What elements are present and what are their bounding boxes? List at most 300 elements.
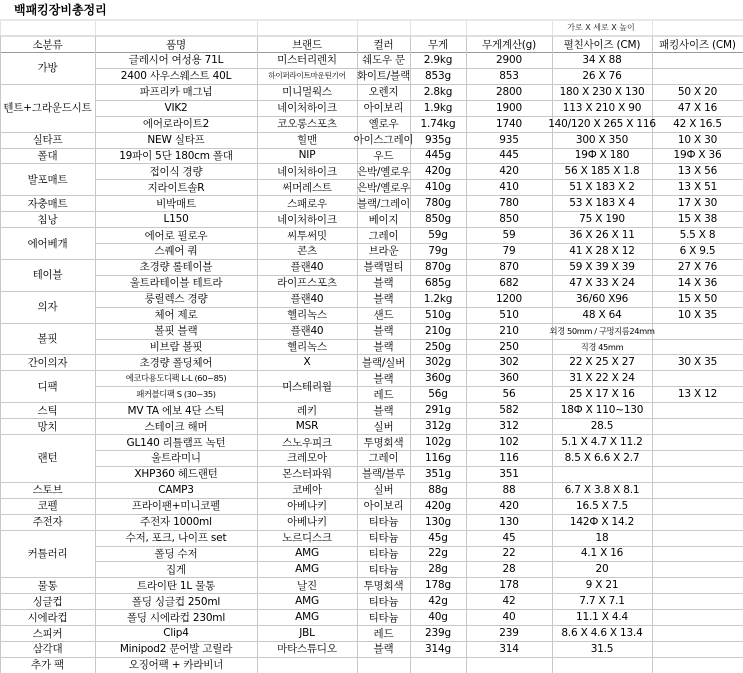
category-cell: 침낭 <box>37 213 58 226</box>
open-cell: 142Ф X 14.2 <box>569 515 635 528</box>
open-cell: 9 X 21 <box>585 579 619 592</box>
item-cell: 에어로라이트2 <box>142 118 210 131</box>
brand-cell: 레키 <box>297 404 317 417</box>
color-cell: 블랙 <box>373 325 394 338</box>
weight-cell: 420g <box>425 499 451 512</box>
calc-cell: 870 <box>499 260 519 273</box>
pack-cell <box>652 593 743 609</box>
brand-cell: 미니멀웍스 <box>282 86 332 99</box>
item-cell: Clip4 <box>163 627 189 640</box>
calc-cell: 2800 <box>496 85 522 98</box>
item-cell: 울트라미니 <box>151 452 201 465</box>
category-cell: 실타프 <box>32 134 63 147</box>
category-cell: 의자 <box>37 301 58 314</box>
weight-cell: 42g <box>428 595 448 608</box>
brand-cell: AMG <box>295 547 319 560</box>
brand-cell: X <box>303 356 311 369</box>
open-cell: 47 X 33 X 24 <box>569 276 635 289</box>
calc-cell: 130 <box>499 515 519 528</box>
color-cell: 블랙/그레이 <box>356 197 411 210</box>
item-cell: 폴딩 수저 <box>154 547 198 560</box>
weight-cell: 45g <box>428 531 448 544</box>
pack-cell: 19Ф X 36 <box>673 149 722 162</box>
color-cell: 투명회색 <box>363 436 404 449</box>
open-cell: 11.1 X 4.4 <box>576 611 628 624</box>
weight-cell: 510g <box>425 308 451 321</box>
brand-cell: 노르디스크 <box>282 532 332 545</box>
color-cell: 화이트/블랙 <box>356 70 411 83</box>
column-header: 무게계산(g) <box>481 38 537 51</box>
item-cell: XHP360 헤드랜턴 <box>134 468 218 481</box>
calc-cell: 853 <box>499 69 519 82</box>
open-cell: 19Ф X 180 <box>574 149 630 162</box>
brand-cell: 헬리녹스 <box>287 309 327 322</box>
weight-cell: 210g <box>425 324 451 337</box>
calc-cell: 102 <box>499 436 519 449</box>
brand-cell: 미스테리월 <box>282 380 332 393</box>
brand-cell: 마타스튜디오 <box>277 643 337 656</box>
pack-cell <box>652 657 743 673</box>
category-cell: 코펠 <box>37 500 58 513</box>
calc-cell: 935 <box>499 133 519 146</box>
pack-cell <box>652 402 743 418</box>
pack-cell <box>652 450 743 466</box>
category-cell: 텐트+그라운드시트 <box>3 102 92 115</box>
color-cell: 샌드 <box>373 309 394 322</box>
calc-cell: 410 <box>499 181 519 194</box>
brand-cell: 네이처하이크 <box>277 102 337 115</box>
brand-cell: 하이퍼라이트마운틴기어 <box>268 71 346 81</box>
weight-cell <box>410 657 466 673</box>
item-cell: 수저, 포크, 나이프 set <box>125 532 227 545</box>
color-cell: 티타늄 <box>368 532 399 545</box>
column-header: 브랜드 <box>292 38 322 51</box>
pack-cell <box>652 625 743 641</box>
calc-cell: 210 <box>499 324 519 337</box>
color-cell: 실버 <box>373 420 394 433</box>
pack-cell: 15 X 38 <box>677 213 718 226</box>
brand-cell: 스패로우 <box>287 197 327 210</box>
category-cell: 스토브 <box>32 484 63 497</box>
calc-cell: 420 <box>499 165 519 178</box>
item-cell: 집게 <box>166 563 186 576</box>
calc-cell: 582 <box>499 404 519 417</box>
category-cell: 물통 <box>37 579 58 592</box>
open-cell: 4.1 X 16 <box>580 547 624 560</box>
weight-cell: 116g <box>425 451 451 464</box>
pack-cell <box>652 498 743 514</box>
weight-cell: 360g <box>425 372 451 385</box>
weight-cell: 102g <box>425 436 451 449</box>
color-cell: 아이보리 <box>363 102 404 115</box>
color-cell: 브라운 <box>368 245 399 258</box>
color-cell: 오렌지 <box>368 86 399 99</box>
open-cell: 6.7 X 3.8 X 8.1 <box>564 483 640 496</box>
brand-cell: 코오롱스포츠 <box>277 118 337 131</box>
pack-cell: 13 X 12 <box>677 388 718 401</box>
open-cell: 26 X 76 <box>582 69 622 82</box>
brand-cell: 크레모아 <box>287 452 327 465</box>
open-cell: 25 X 17 X 16 <box>569 388 635 401</box>
brand-cell: 콘츠 <box>297 245 317 258</box>
category-cell: 에어베개 <box>27 237 68 250</box>
item-cell: 트라이탄 1L 물통 <box>136 579 216 592</box>
weight-cell: 870g <box>425 260 451 273</box>
open-cell: 36 X 26 X 11 <box>569 229 635 242</box>
category-cell: 삼각대 <box>32 643 63 656</box>
category-cell: 간이의자 <box>27 356 68 369</box>
brand-cell: 씨투써밋 <box>287 229 327 242</box>
color-cell: 블랙 <box>373 277 394 290</box>
calc-cell: 2900 <box>496 53 522 66</box>
color-cell: 티타늄 <box>368 563 399 576</box>
open-cell: 59 X 39 X 39 <box>569 260 635 273</box>
brand-cell: 네이처하이크 <box>277 165 337 178</box>
color-cell: 실버 <box>373 484 394 497</box>
brand-cell: 헬리녹스 <box>287 341 327 353</box>
open-cell: 18 <box>595 531 609 544</box>
item-cell: 울트라테이블 테트라 <box>129 277 223 290</box>
item-cell: L150 <box>163 213 189 226</box>
pack-cell: 50 X 20 <box>677 85 718 98</box>
brand-cell: 스노우피크 <box>282 436 332 449</box>
open-cell: 직경 45mm <box>580 341 624 352</box>
calc-cell: 79 <box>502 244 516 257</box>
item-cell: 볼핏 블랙 <box>154 325 198 338</box>
weight-cell: 291g <box>425 404 451 417</box>
pack-cell: 30 X 35 <box>677 356 718 369</box>
color-cell: 티타늄 <box>368 595 399 608</box>
item-cell: 폴딩 시에라컵 230ml <box>126 611 226 624</box>
category-cell: 주전자 <box>32 516 63 529</box>
calc-cell: 22 <box>502 547 516 560</box>
pack-cell <box>652 641 743 657</box>
item-cell: 19파이 5단 180cm 폴대 <box>119 149 233 162</box>
brand-cell: 플랜40 <box>290 261 324 274</box>
pack-cell <box>652 482 743 498</box>
weight-cell: 850g <box>425 213 451 226</box>
open-cell: 8.5 X 6.6 X 2.7 <box>564 451 640 464</box>
column-header: 품명 <box>166 38 186 51</box>
brand-cell: MSR <box>295 420 319 433</box>
brand-cell: 미스터리렌치 <box>277 54 337 67</box>
brand-cell: 아베나키 <box>287 516 327 529</box>
color-cell: 블랙/실버 <box>361 356 406 369</box>
open-cell: 외경 50mm / 구멍지름24mm <box>549 325 655 336</box>
calc-cell: 312 <box>499 420 519 433</box>
item-cell: 에코다용도디팩 L-L (60~85) <box>125 373 227 384</box>
item-cell: 에어로 필로우 <box>144 229 208 242</box>
brand-cell: 아베나키 <box>287 500 327 513</box>
category-cell: 볼핏 <box>37 333 58 346</box>
calc-cell: 351 <box>499 467 519 480</box>
color-cell: 아이스그레이 <box>353 134 414 147</box>
item-cell: 초경량 폴딩체어 <box>139 356 213 369</box>
color-cell: 은박/옐로우 <box>356 165 411 178</box>
brand-cell: 라이프스포츠 <box>277 277 337 290</box>
pack-cell <box>652 546 743 562</box>
calc-cell: 682 <box>499 276 519 289</box>
color-cell: 블랙 <box>373 404 394 417</box>
sheet-title: 백패킹장비총정리 <box>14 3 107 17</box>
open-cell: 31.5 <box>590 642 614 655</box>
weight-cell: 1.2kg <box>423 292 453 305</box>
brand-cell: 코베아 <box>292 484 322 497</box>
category-cell: 폴대 <box>37 149 58 162</box>
calc-cell: 116 <box>499 451 519 464</box>
pack-cell: 17 X 30 <box>677 197 718 210</box>
pack-cell <box>652 530 743 546</box>
weight-cell: 445g <box>425 149 451 162</box>
pack-cell <box>652 418 743 434</box>
weight-cell: 935g <box>425 133 451 146</box>
column-header: 패킹사이즈 (CM) <box>659 38 736 51</box>
pack-cell <box>652 434 743 450</box>
brand-cell: 날진 <box>297 579 317 592</box>
weight-cell: 410g <box>425 181 451 194</box>
color-cell: 우드 <box>373 149 394 162</box>
item-cell: 스테이크 해머 <box>144 420 208 433</box>
item-cell: NEW 실타프 <box>147 134 205 147</box>
open-cell: 20 <box>595 563 609 576</box>
category-cell: 자충매트 <box>27 197 68 210</box>
brand-cell: JBL <box>299 627 315 640</box>
item-cell: 2400 사우스웨스트 40L <box>120 70 232 83</box>
weight-cell: 88g <box>428 483 448 496</box>
open-cell: 16.5 X 7.5 <box>576 499 628 512</box>
brand-cell: 힐맨 <box>297 134 317 147</box>
category-cell: 테이블 <box>32 269 63 282</box>
pack-cell: 14 X 36 <box>677 276 718 289</box>
category-cell: 가방 <box>37 62 58 75</box>
item-cell: 파프리카 매그넘 <box>139 86 213 99</box>
weight-cell: 22g <box>428 547 448 560</box>
item-cell: 접이식 경량 <box>149 165 203 178</box>
calc-cell: 40 <box>502 611 516 624</box>
open-cell: 41 X 28 X 12 <box>569 244 635 257</box>
item-cell: 글레시어 여성용 71L <box>128 54 224 67</box>
item-cell: MV TA 에보 4단 스틱 <box>127 404 225 417</box>
pack-cell: 27 X 76 <box>677 260 718 273</box>
weight-cell: 420g <box>425 165 451 178</box>
calc-cell: 59 <box>502 229 516 242</box>
pack-cell <box>652 514 743 530</box>
pack-cell: 15 X 50 <box>677 292 718 305</box>
brand-cell: 몬스터파워 <box>282 468 332 481</box>
color-cell: 아이보리 <box>363 500 404 513</box>
weight-cell: 302g <box>425 356 451 369</box>
pack-cell <box>652 339 743 355</box>
calc-cell: 780 <box>499 197 519 210</box>
item-cell: 지라이트솔R <box>147 181 205 194</box>
item-cell: CAMP3 <box>158 483 194 496</box>
pack-cell <box>652 577 743 593</box>
color-cell: 베이지 <box>368 213 399 226</box>
open-cell: 75 X 190 <box>579 213 625 226</box>
category-cell: 망치 <box>37 420 58 433</box>
open-cell: 56 X 185 X 1.8 <box>564 165 640 178</box>
item-cell: 폴딩 싱글컵 250ml <box>131 595 221 608</box>
pack-cell <box>652 609 743 625</box>
pack-cell: 6 X 9.5 <box>679 244 716 257</box>
calc-cell: 1200 <box>496 292 522 305</box>
open-cell: 36/60 X96 <box>575 292 629 305</box>
brand-cell: AMG <box>295 563 319 576</box>
column-header: 펼친사이즈 (CM) <box>563 38 641 51</box>
open-cell: 53 X 183 X 4 <box>569 197 635 210</box>
pack-cell: 10 X 30 <box>677 133 718 146</box>
open-cell: 51 X 183 X 2 <box>569 181 635 194</box>
pack-cell <box>652 370 743 386</box>
color-cell: 레드 <box>373 388 394 401</box>
brand-cell <box>257 657 357 673</box>
category-cell: 랜턴 <box>37 452 58 465</box>
item-cell: 룽릴렉스 경량 <box>144 293 208 306</box>
item-cell: Minipod2 문어발 고릴라 <box>119 643 233 656</box>
calc-cell: 445 <box>499 149 519 162</box>
pack-cell <box>652 323 743 339</box>
open-cell: 113 X 210 X 90 <box>562 101 642 114</box>
calc-cell: 239 <box>499 627 519 640</box>
calc-cell: 1740 <box>496 117 522 130</box>
color-cell: 그레이 <box>368 229 399 242</box>
item-cell: 초경량 롤테이블 <box>139 261 213 274</box>
item-cell: 프라이팬+미니코펠 <box>131 500 221 513</box>
weight-cell: 1.74kg <box>420 117 456 130</box>
open-cell: 18Ф X 110~130 <box>560 404 644 417</box>
open-cell: 48 X 64 <box>582 308 622 321</box>
brand-cell: NIP <box>298 149 316 162</box>
item-cell: 비박매트 <box>156 197 196 210</box>
color-cell: 옐로우 <box>368 118 399 131</box>
weight-cell: 40g <box>428 611 448 624</box>
open-cell: 180 X 230 X 130 <box>559 85 645 98</box>
pack-cell: 5.5 X 8 <box>679 229 716 242</box>
item-cell: 체어 제로 <box>154 309 198 322</box>
brand-cell: 써머레스트 <box>282 181 332 194</box>
color-cell: 티타늄 <box>368 611 399 624</box>
weight-cell: 2.9kg <box>423 53 453 66</box>
color-cell: 블랙 <box>373 643 394 656</box>
calc-cell: 45 <box>502 531 516 544</box>
calc-cell: 42 <box>502 595 516 608</box>
open-cell: 8.6 X 4.6 X 13.4 <box>561 627 643 640</box>
brand-cell: 네이처하이크 <box>277 213 337 226</box>
color-cell: 티타늄 <box>368 547 399 560</box>
item-cell: GL140 리틀램프 녹턴 <box>126 436 226 449</box>
category-cell: 커틀러리 <box>27 547 68 560</box>
item-cell: 오징어팩 + 카라비너 <box>128 659 224 672</box>
color-cell: 블랙 <box>373 341 394 353</box>
category-cell: 디팩 <box>37 380 58 393</box>
category-cell: 시에라컵 <box>27 611 68 624</box>
weight-cell: 2.8kg <box>423 85 453 98</box>
item-cell: 주전자 1000ml <box>140 516 212 529</box>
pack-cell <box>652 561 743 577</box>
weight-cell: 685g <box>425 276 451 289</box>
brand-cell: AMG <box>295 611 319 624</box>
brand-cell: 플랜40 <box>290 293 324 306</box>
weight-cell: 314g <box>425 642 451 655</box>
category-cell: 스피커 <box>32 627 63 640</box>
pack-cell <box>652 466 743 482</box>
calc-cell: 360 <box>499 372 519 385</box>
category-cell: 추가 팩 <box>31 659 64 672</box>
open-cell <box>552 466 652 482</box>
color-cell: 블랙 <box>373 293 394 306</box>
pack-cell <box>652 52 743 68</box>
weight-cell: 28g <box>428 563 448 576</box>
weight-cell: 351g <box>425 467 451 480</box>
calc-cell: 56 <box>502 388 516 401</box>
brand-cell: 플랜40 <box>290 325 324 338</box>
column-header: 소분류 <box>32 38 63 51</box>
color-cell <box>357 657 410 673</box>
pack-cell <box>652 68 743 84</box>
weight-cell: 1.9kg <box>423 101 453 114</box>
open-cell: 28.5 <box>590 420 614 433</box>
color-cell: 티타늄 <box>368 516 399 529</box>
weight-cell: 79g <box>428 244 448 257</box>
weight-cell: 59g <box>428 229 448 242</box>
open-cell <box>552 657 652 673</box>
weight-cell: 312g <box>425 420 451 433</box>
weight-cell: 178g <box>425 579 451 592</box>
pack-cell: 10 X 35 <box>677 308 718 321</box>
color-cell: 그레이 <box>368 452 399 465</box>
open-cell: 140/120 X 265 X 116 <box>548 117 656 130</box>
calc-cell: 850 <box>499 213 519 226</box>
pack-cell: 47 X 16 <box>677 101 718 114</box>
open-cell: 300 X 350 <box>575 133 629 146</box>
column-header: 무게 <box>428 38 448 51</box>
color-cell: 투명회색 <box>363 579 404 592</box>
weight-cell: 56g <box>428 388 448 401</box>
calc-cell: 250 <box>499 340 519 353</box>
pack-cell: 13 X 51 <box>677 181 718 194</box>
color-cell: 쉐도우 문 <box>362 54 405 67</box>
item-cell: 패커블디팩 S (30~35) <box>136 389 216 400</box>
calc-cell: 178 <box>499 579 519 592</box>
size-note: 가로 X 세로 X 높이 <box>567 23 635 32</box>
brand-cell: AMG <box>295 595 319 608</box>
calc-cell: 510 <box>499 308 519 321</box>
weight-cell: 130g <box>425 515 451 528</box>
color-cell: 블랙/블루 <box>361 468 406 481</box>
pack-cell: 42 X 16.5 <box>673 117 722 130</box>
calc-cell: 302 <box>499 356 519 369</box>
calc-cell <box>466 657 552 673</box>
weight-cell: 239g <box>425 627 451 640</box>
calc-cell: 28 <box>502 563 516 576</box>
category-cell: 발포매트 <box>27 173 68 186</box>
item-cell: VIK2 <box>164 101 188 114</box>
item-cell: 스퀘어 쿼 <box>154 245 198 258</box>
category-cell: 싱글컵 <box>32 595 63 608</box>
weight-cell: 250g <box>425 340 451 353</box>
calc-cell: 314 <box>499 642 519 655</box>
open-cell: 31 X 22 X 24 <box>569 372 635 385</box>
weight-cell: 853g <box>425 69 451 82</box>
calc-cell: 1900 <box>496 101 522 114</box>
column-header: 컬러 <box>373 38 394 51</box>
item-cell: 비브람 볼핏 <box>149 341 203 353</box>
open-cell: 22 X 25 X 27 <box>569 356 635 369</box>
color-cell: 은박/옐로우 <box>356 181 411 194</box>
weight-cell: 780g <box>425 197 451 210</box>
calc-cell: 420 <box>499 499 519 512</box>
color-cell: 블랙 <box>373 372 394 385</box>
